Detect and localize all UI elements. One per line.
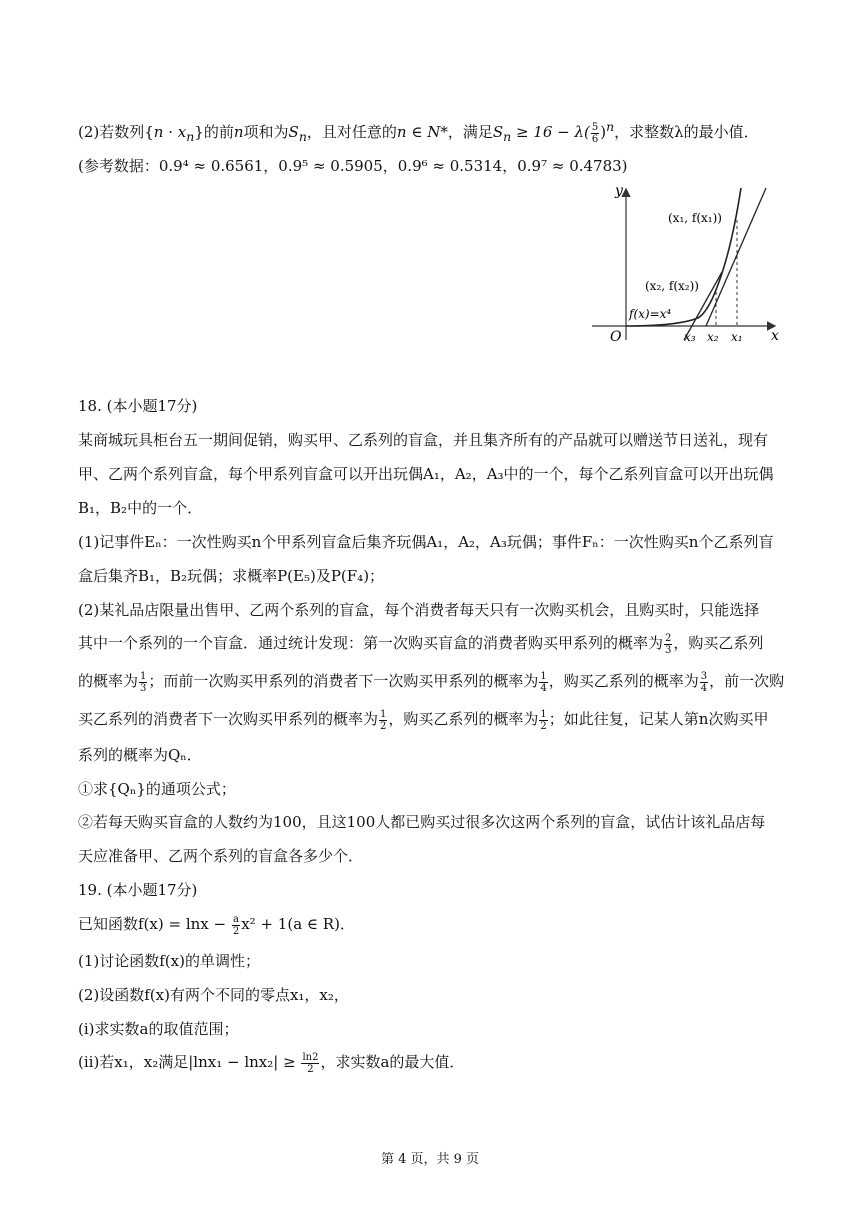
q18-line-4: (1)记事件Eₙ：一次性购买n个甲系列盲盒后集齐玩偶A₁，A₂，A₃玩偶；事件Fₙ：一次性购买n个乙系列盲 <box>78 533 774 551</box>
y-axis-label: y <box>615 183 623 199</box>
q18-line-9: 买乙系列的消费者下一次购买甲系列的概率为 $\frac{1}{2}$ ，购买乙系列的概率为 $\frac{1}{2}$ ；如此往复，记某人第n次购买甲 <box>78 708 769 732</box>
q18-line-3: B₁，B₂中的一个． <box>78 499 203 517</box>
q19-line-3: (2)设函数f(x)有两个不同的零点x₁，x₂， <box>78 986 349 1004</box>
q18-line-6: (2)某礼品店限量出售甲、乙两个系列的盲盒，每个消费者每天只有一次购买机会，且购买时，只能选择 <box>78 601 760 619</box>
q18-line-5: 盒后集齐B₁，B₂玩偶；求概率P(E₅)及P(F₄)； <box>78 567 385 585</box>
x3-label: x₃ <box>684 330 696 344</box>
x-axis-label: x <box>771 328 779 344</box>
q19-line-4: (ⅰ)求实数a的取值范围； <box>78 1020 239 1038</box>
q18-line-7: 其中一个系列的一个盲盒．通过统计发现：第一次购买盲盒的消费者购买甲系列的概率为 $\frac{2}{3}$ ，购买乙系列 <box>78 632 764 656</box>
q19-line-2: (1)讨论函数f(x)的单调性； <box>78 952 260 970</box>
q18-line-13: 天应准备甲、乙两个系列的盲盒各多少个． <box>78 847 364 865</box>
q19-line-1: 已知函数f(x) = lnx − $\frac{a}{2}$ x² + 1(a ∈ R)． <box>78 913 355 937</box>
q18-line-12: ②若每天购买盲盒的人数约为100，且这100人都已购买过很多次这两个系列的盲盒，试估计该礼品店每 <box>78 813 766 831</box>
function-label: f(x)=x⁴ <box>629 307 672 321</box>
q18-line-11: ①求{Qₙ}的通项公式； <box>78 780 236 798</box>
page-footer: 第 4 页，共 9 页 <box>380 1152 480 1167</box>
q19-header: 19. (本小题17分) <box>78 881 198 899</box>
x2-label: x₂ <box>707 330 719 344</box>
q17-reference-data: (参考数据：0.9⁴ ≈ 0.6561，0.9⁵ ≈ 0.5905，0.9⁶ ≈ 0.5314，0.9⁷ ≈ 0.4783) <box>78 157 628 175</box>
q18-line-8: 的概率为 $\frac{1}{3}$ ；而前一次购买甲系列的消费者下一次购买甲系列的概率为 $\frac{1}{4}$ ，购买乙系列的概率为 $\frac{3}{4}$ ，前一次购 <box>78 670 785 694</box>
newton-method-figure <box>588 180 788 350</box>
q18-line-1: 某商城玩具柜台五一期间促销，购买甲、乙系列的盲盒，并且集齐所有的产品就可以赠送节日送礼，现有 <box>78 431 769 449</box>
q17-part2: (2)若数列$\{n \cdot x_n\}$的前n项和为$S_n$，且对任意的n ∈ N*，满足$S_n \ge 16 - \lambda$( $\frac{5}{6}$ )$^n$，求整数λ的最小值． <box>78 119 759 145</box>
point-x1-label: (x₁, f(x₁)) <box>668 211 722 225</box>
fraction-5-6: $\frac{5}{6}$ <box>591 121 599 145</box>
q19-line-5: (ⅱ)若x₁，x₂满足|lnx₁ − lnx₂| ≥ $\frac{\ln 2}{2}$ ，求实数a的最大值． <box>78 1051 465 1075</box>
q18-line-10: 系列的概率为Qₙ． <box>78 746 202 764</box>
point-x2-label: (x₂, f(x₂)) <box>645 279 699 293</box>
x1-label: x₁ <box>731 330 743 344</box>
origin-label: O <box>610 329 622 345</box>
q18-header: 18. (本小题17分) <box>78 397 198 415</box>
tangent-x1 <box>706 188 766 326</box>
q18-line-2: 甲、乙两个系列盲盒，每个甲系列盲盒可以开出玩偶A₁，A₂，A₃中的一个，每个乙系列盲盒可以开出玩偶 <box>78 465 774 483</box>
curve-x4 <box>626 188 741 326</box>
